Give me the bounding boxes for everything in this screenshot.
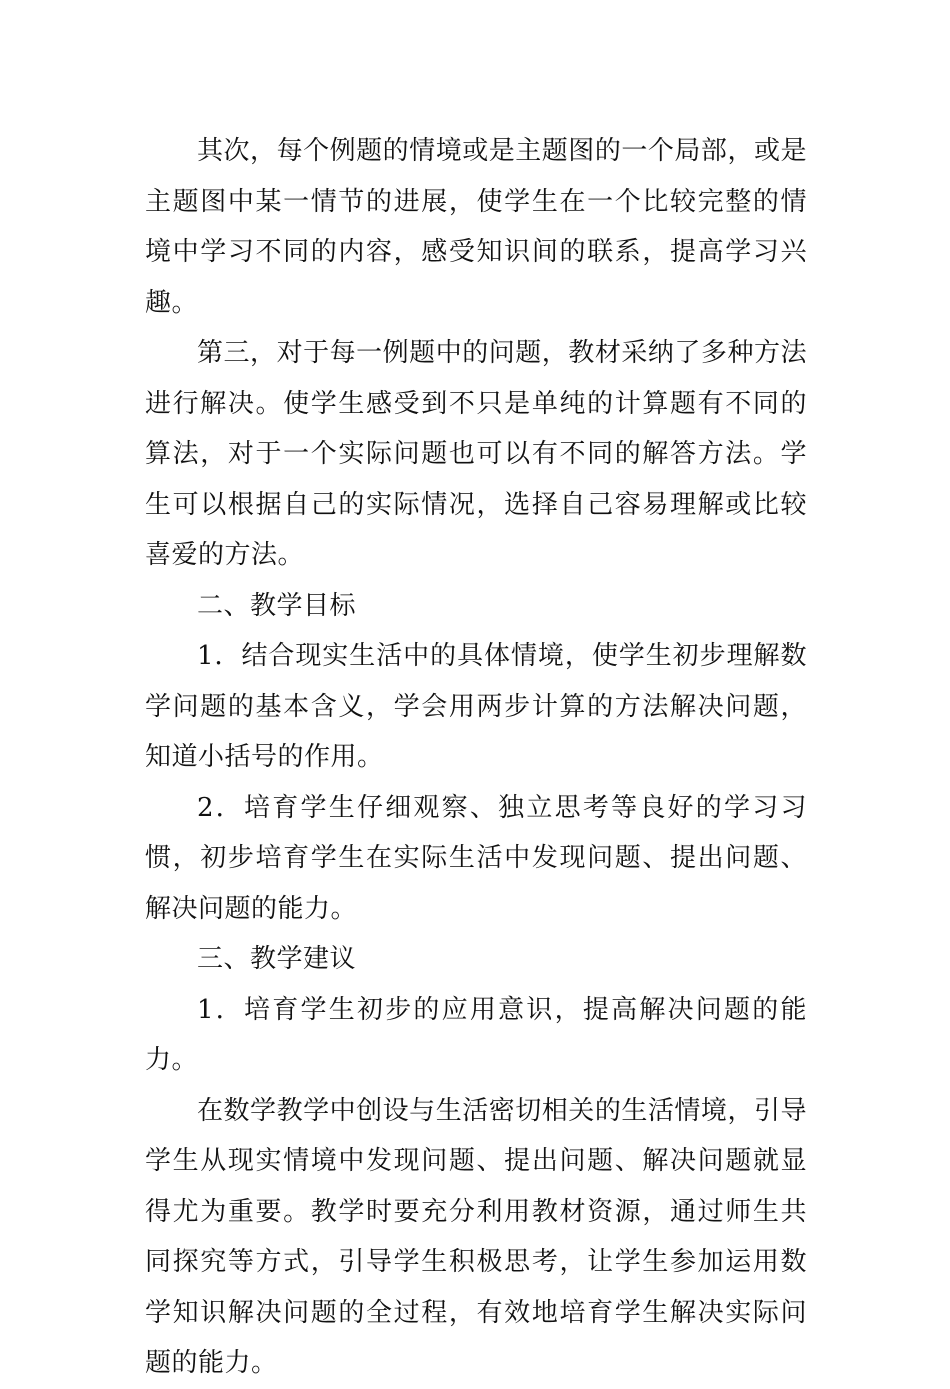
paragraph-real-life-context: 在数学教学中创设与生活密切相关的生活情境，引导学生从现实情境中发现问题、提出问题、解决问题就显得尤为重要。教学时要充分利用教材资源，通过师生共同探究等方式，引导学生积极思考，让学生参加运用数学知识解决问题的全过程，有效地培育学生解决实际问题的能力。 — [145, 1095, 807, 1378]
paragraph-multiple-methods: 第三，对于每一例题中的问题，教材采纳了多种方法进行解决。使学生感受到不只是单纯的计算题有不同的算法，对于一个实际问题也可以有不同的解答方法。学生可以根据自己的实际情况，选择自己容易理解或比较喜爱的方法。 — [145, 338, 807, 570]
suggestion-item-1: 1．培育学生初步的应用意识，提高解决问题的能力。 — [145, 994, 807, 1075]
section-heading-teaching-goals: 二、教学目标 — [197, 590, 357, 621]
goal-item-1: 1．结合现实生活中的具体情境，使学生初步理解数学问题的基本含义，学会用两步计算的方法解决问题，知道小括号的作用。 — [145, 641, 807, 772]
document-body — [145, 126, 807, 1389]
paragraph-example-context: 其次，每个例题的情境或是主题图的一个局部，或是主题图中某一情节的进展，使学生在一个比较完整的情境中学习不同的内容，感受知识间的联系，提高学习兴趣。 — [145, 136, 807, 318]
goal-item-2: 2．培育学生仔细观察、独立思考等良好的学习习惯，初步培育学生在实际生活中发现问题、提出问题、解决问题的能力。 — [145, 792, 807, 924]
section-heading-teaching-suggestions: 三、教学建议 — [197, 944, 357, 974]
